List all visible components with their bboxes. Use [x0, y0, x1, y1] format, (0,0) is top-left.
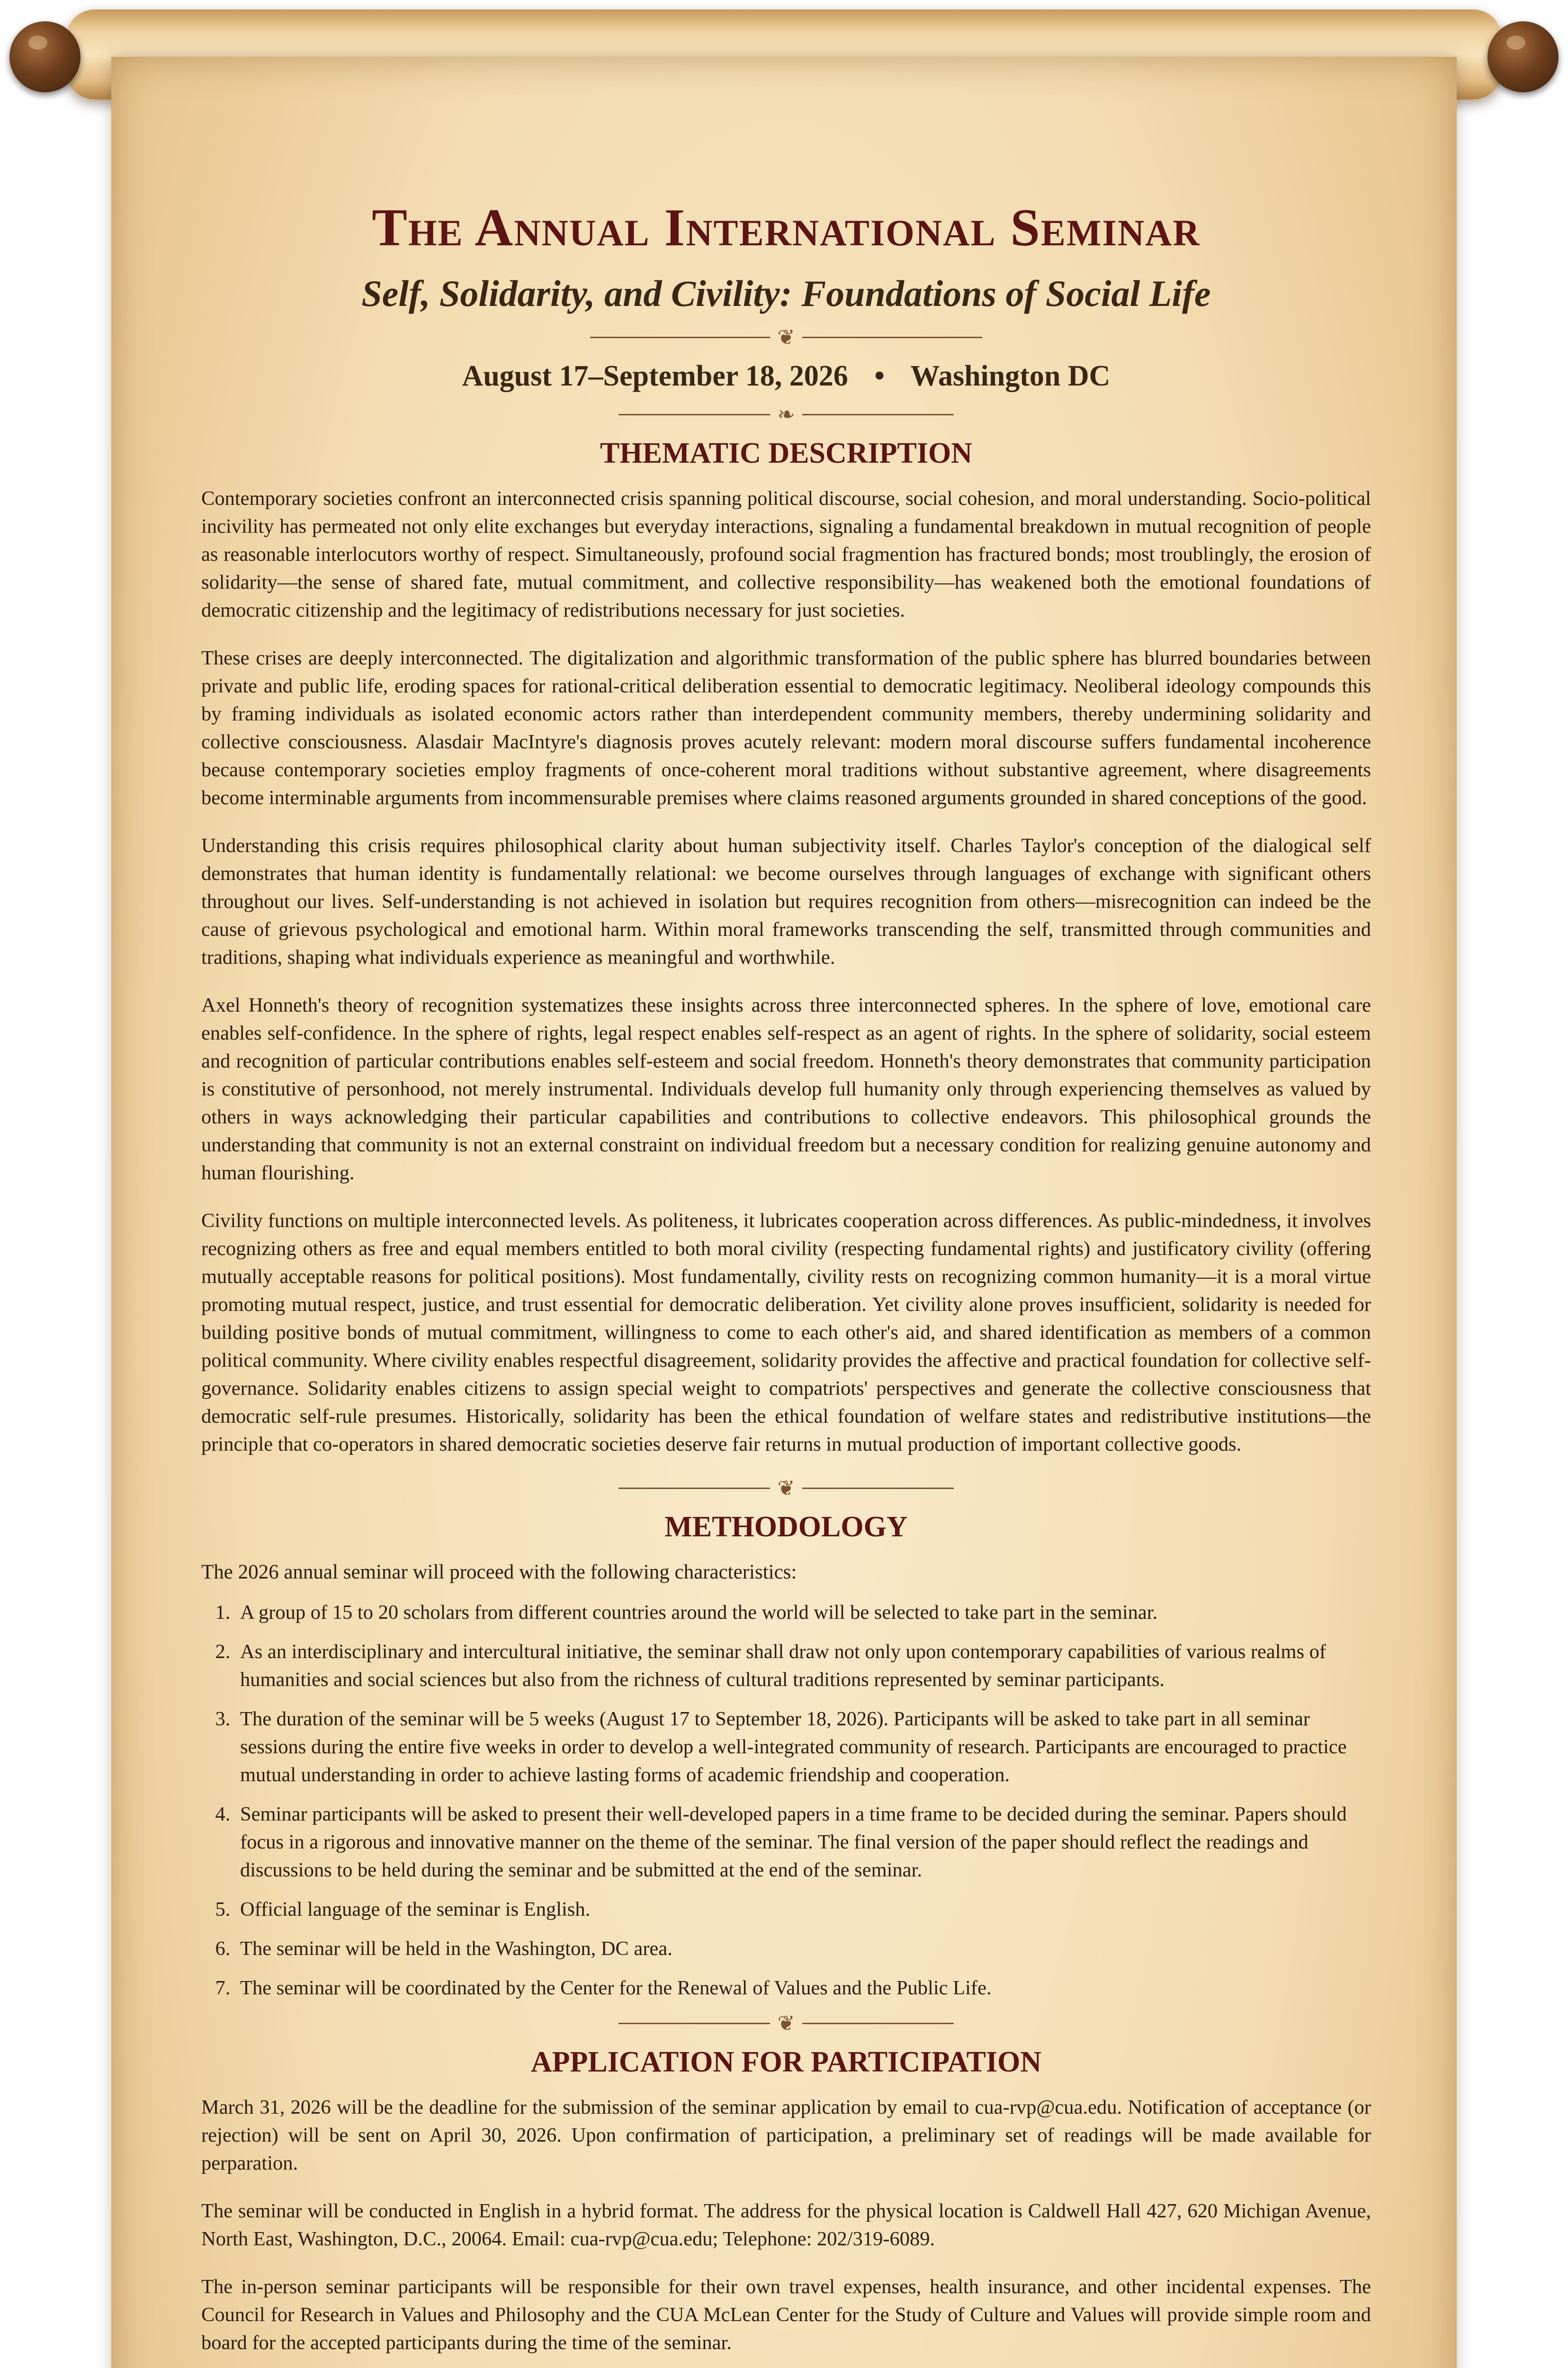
list-item: 3. The duration of the seminar will be 5 weeks (August 17 to September 18, 2026). Participants will be asked to take part in all seminar sessions during the entire five weeks in order to develop a well-integrated community of research. Participants are encouraged to practice mutual understanding in order to achieve lasting forms of academic friendship and cooperation.: [235, 1705, 1371, 1789]
methodology-heading: METHODOLOGY: [664, 1510, 908, 1543]
divider-line: [802, 414, 954, 415]
flourish-icon: ❦: [777, 2011, 795, 2035]
application-heading: APPLICATION FOR PARTICIPATION: [530, 2045, 1042, 2078]
list-item: 7. The seminar will be coordinated by the Center for the Renewal of Values and the Public Life.: [235, 1974, 1371, 2002]
divider-line: [618, 2023, 770, 2024]
divider-line: [590, 337, 770, 338]
thematic-paragraph: These crises are deeply interconnected. The digitalization and algorithmic transformation of the public sphere has blurred boundaries between private and public life, eroding spaces for rational-critical deliberation essential to democratic legitimacy. Neoliberal ideology compounds this by framing individuals as isolated economic actors rather than interdependent community members, thereby undermining solidarity and collective consciousness. Alasdair MacIntyre's diagnosis proves acutely relevant: modern moral discourse suffers fundamental incoherence because contemporary societies employ fragments of once-coherent moral traditions without substantive agreement, where disagreements become interminable arguments from incommensurable premises where claims reasoned arguments grounded in shared conceptions of the good.: [201, 646, 1371, 809]
seminar-dates: August 17–September 18, 2026: [462, 359, 848, 392]
list-item: 4. Seminar participants will be asked to present their well-developed papers in a time frame to be decided during the seminar. Papers should focus in a rigorous and innovative manner on the theme of the seminar. The final version of the paper should reflect the readings and discussions to be held during the seminar and be submitted at the end of the seminar.: [235, 1800, 1371, 1884]
methodology-list: [201, 1598, 1371, 2002]
ornamental-divider: [201, 1478, 1371, 1499]
divider-line: [618, 414, 770, 415]
flourish-icon: ❦: [777, 325, 795, 349]
divider-line: [802, 337, 982, 338]
seminar-subtitle: Self, Solidarity, and Civility: Foundations of Social Life: [361, 273, 1211, 314]
thematic-heading: THEMATIC DESCRIPTION: [600, 437, 973, 469]
date-location: [201, 359, 1371, 393]
ornamental-divider: [201, 2013, 1371, 2034]
thematic-paragraph: Civility functions on multiple interconnected levels. As politeness, it lubricates cooperation across differences. As public-mindedness, it involves recognizing others as free and equal members entitled to both moral civility (respecting fundamental rights) and justificatory civility (offering mutually acceptable reasons for political positions). Most fundamentally, civility rests on recognizing common humanity—it is a moral virtue promoting mutual respect, justice, and trust essential for democratic deliberation. Yet civility alone proves insufficient, solidarity is needed for building positive bonds of mutual commitment, willingness to come to each other's aid, and shared identification as members of a common political community. Where civility enables respectful disagreement, solidarity provides the affective and practical foundation for collective self-governance. Solidarity enables citizens to assign special weight to compatriots' perspectives and generate the collective consciousness that democratic self-rule presumes. Historically, solidarity has been the ethical foundation of welfare states and redistributive institutions—the principle that co-operators in shared democratic societies deserve fair returns in mutual production of important collective goods.: [201, 1209, 1371, 1455]
ornamental-divider: [201, 327, 1371, 348]
seminar-document: [201, 199, 1371, 2368]
scroll-knob-icon: [9, 21, 81, 92]
bullet-separator: •: [874, 359, 885, 392]
application-paragraph: March 31, 2026 will be the deadline for the submission of the seminar application by email to cua-rvp@cua.edu. Notification of acceptance (or rejection) will be sent on April 30, 2026. Upon confirmation of participation, a preliminary set of readings will be made available for perparation.: [201, 2096, 1371, 2174]
application-paragraph: The seminar will be conducted in English in a hybrid format. The address for the physical location is Caldwell Hall 427, 620 Michigan Avenue, North East, Washington, D.C., 20064. Email: cua-rvp@cua.edu; Telephone: 202/319-6089.: [201, 2199, 1371, 2250]
list-item: 6. The seminar will be held in the Washington, DC area.: [235, 1935, 1371, 1963]
flourish-icon: ❦: [777, 1476, 795, 1500]
seminar-title: The Annual International Seminar: [372, 198, 1201, 257]
list-item: 5. Official language of the seminar is English.: [235, 1895, 1371, 1923]
seminar-location: Washington DC: [910, 359, 1111, 392]
methodology-intro: The 2026 annual seminar will proceed with the following characteristics:: [201, 1561, 797, 1583]
thematic-paragraph: Contemporary societies confront an interconnected crisis spanning political discourse, social cohesion, and moral understanding. Socio-political incivility has permeated not only elite exchanges but everyday interactions, signaling a fundamental breakdown in mutual recognition of people as reasonable interlocutors worthy of respect. Simultaneously, profound social fragmention has fractured bonds; most troublingly, the erosion of solidarity—the sense of shared fate, mutual commitment, and collective responsibility—has weakened both the emotional foundations of democratic citizenship and the legitimacy of redistributions necessary for just societies.: [201, 487, 1371, 621]
thematic-paragraph: Axel Honneth's theory of recognition systematizes these insights across three interconnected spheres. In the sphere of love, emotional care enables self-confidence. In the sphere of rights, legal respect enables self-respect as an agent of rights. In the sphere of solidarity, social esteem and recognition of particular contributions enables self-esteem and social freedom. Honneth's theory demonstrates that community participation is constitutive of personhood, not merely instrumental. Individuals develop full humanity only through experiencing themselves as valued by others in ways acknowledging their particular capabilities and contributions to collective endeavors. This philosophical grounds the understanding that community is not an external constraint on individual freedom but a necessary condition for realizing genuine autonomy and human flourishing.: [201, 994, 1371, 1184]
list-item: 1. A group of 15 to 20 scholars from different countries around the world will be selected to take part in the seminar.: [235, 1598, 1371, 1626]
scroll-knob-icon: [1487, 21, 1559, 92]
divider-line: [618, 1488, 770, 1489]
divider-line: [802, 2023, 954, 2024]
divider-line: [802, 1488, 954, 1489]
application-paragraph: The in-person seminar participants will be responsible for their own travel expenses, health insurance, and other incidental expenses. The Council for Research in Values and Philosophy and the CUA McLean Center for the Study of Culture and Values will provide simple room and board for the accepted participants during the time of the seminar.: [201, 2275, 1371, 2354]
thematic-paragraph: Understanding this crisis requires philosophical clarity about human subjectivity itself. Charles Taylor's conception of the dialogical self demonstrates that human identity is fundamentally relational: we become ourselves through languages of exchange with significant others throughout our lives. Self-understanding is not achieved in isolation but requires recognition from others—misrecognition can indeed be the cause of grievous psychological and emotional harm. Within moral frameworks transcending the self, transmitted through communities and traditions, shaping what individuals experience as meaningful and worthwhile.: [201, 834, 1371, 969]
list-item: 2. As an interdisciplinary and intercultural initiative, the seminar shall draw not only upon contemporary capabilities of various realms of humanities and social sciences but also from the richness of cultural traditions represented by seminar participants.: [235, 1638, 1371, 1694]
flourish-icon: ❧: [777, 403, 795, 426]
ornamental-divider: [201, 404, 1371, 425]
